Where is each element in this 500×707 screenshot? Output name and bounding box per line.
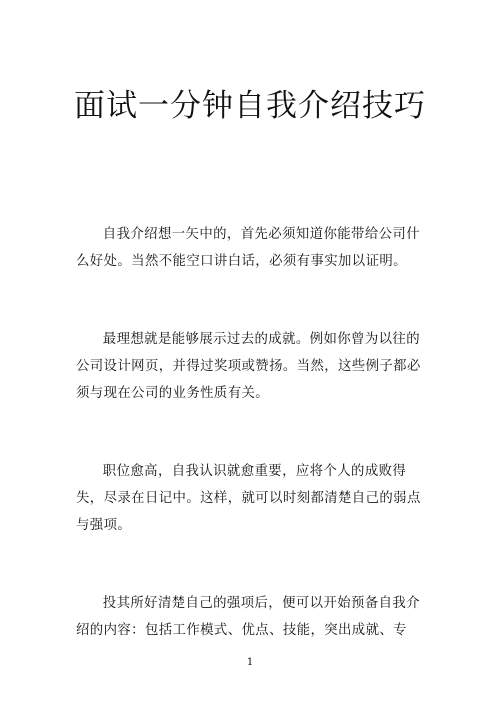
paragraph-4: 投其所好清楚自己的强项后，便可以开始预备自我介绍的内容：包括工作模式、优点、技能，突出成就、专 xyxy=(76,596,420,638)
paragraph-1: 自我介绍想一矢中的，首先必须知道你能带给公司什么好处。当然不能空口讲白话，必须有事实加以证明。 xyxy=(76,227,420,269)
paragraph-2: 最理想就是能够展示过去的成就。例如你曾为以往的公司设计网页，并得过奖项或赞扬。当然，这些例子都必须与现在公司的业务性质有关。 xyxy=(76,332,421,401)
paragraph-3: 职位愈高，自我认识就愈重要，应将个人的成败得失，尽录在日记中。这样，就可以时刻都清楚自己的弱点与强项。 xyxy=(76,464,421,533)
document-title: 面试一分钟自我介绍技巧 xyxy=(74,88,426,124)
page-number: 1 xyxy=(246,657,254,668)
